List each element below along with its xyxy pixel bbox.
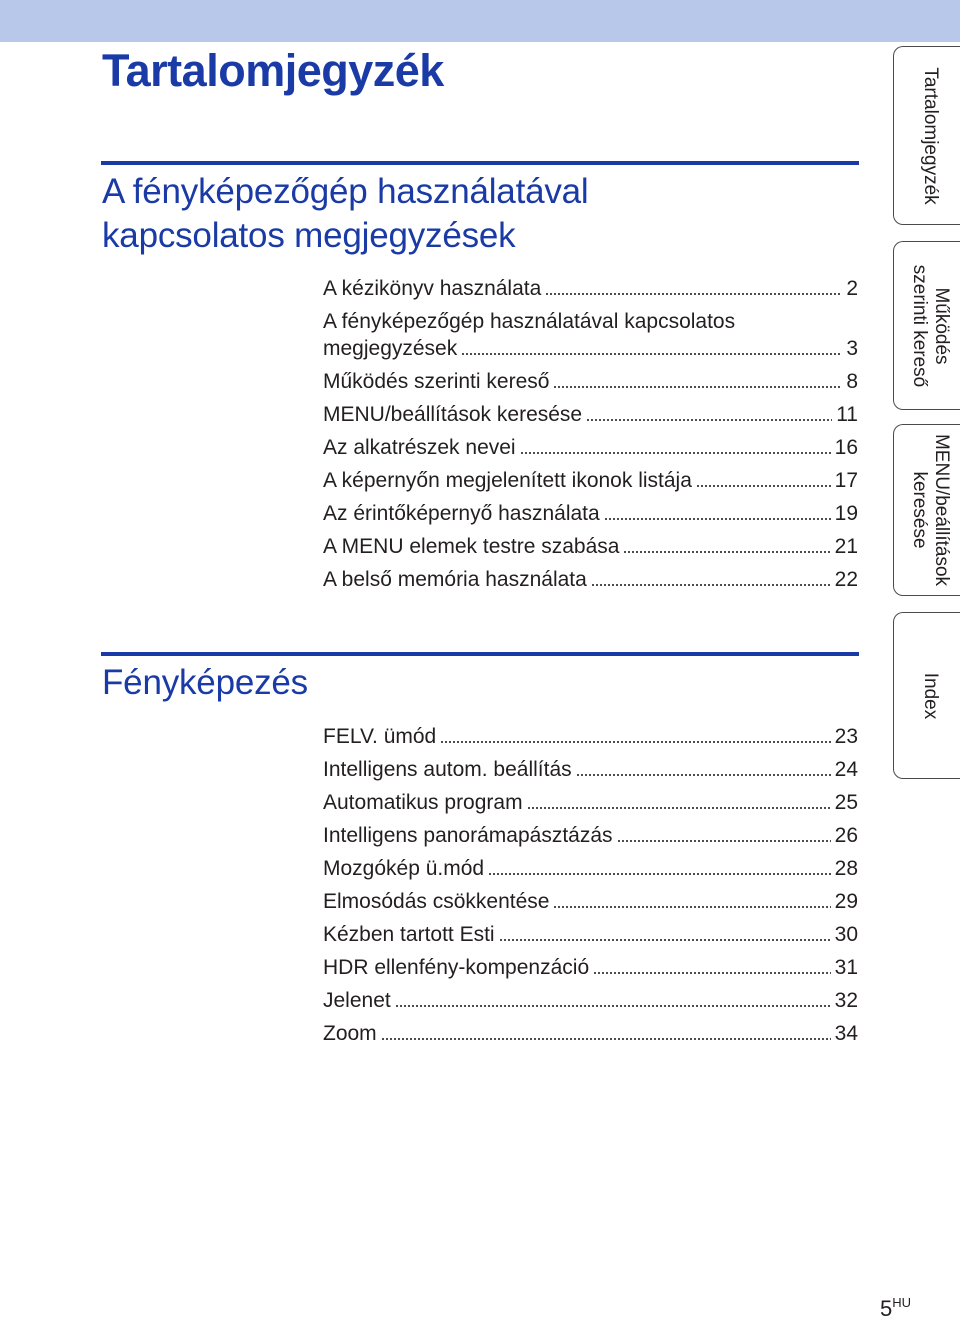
toc-entry-page: 16	[834, 436, 858, 459]
toc-entry[interactable]	[323, 948, 858, 981]
dot-leader	[553, 386, 842, 388]
toc-entry-text: Működés szerinti kereső	[323, 370, 550, 393]
toc-entry[interactable]	[323, 461, 858, 494]
toc-entry[interactable]	[323, 560, 858, 593]
toc-entry-page: 3	[846, 337, 858, 360]
dot-leader	[440, 741, 830, 743]
top-color-band	[0, 0, 960, 42]
dot-leader	[604, 518, 831, 520]
side-tab-label-line: szerinti kereső	[908, 264, 930, 387]
toc-entry[interactable]	[323, 717, 858, 750]
toc-entry-page: 8	[846, 370, 858, 393]
toc-entry-text: Automatikus program	[323, 791, 523, 814]
toc-entry[interactable]	[323, 269, 858, 302]
toc-entry-text: Intelligens autom. beállítás	[323, 758, 572, 781]
language-code: HU	[892, 1295, 912, 1310]
toc-entry-page: 31	[834, 956, 858, 979]
toc-entry[interactable]	[323, 849, 858, 882]
dot-leader	[593, 972, 831, 974]
side-tab-label: Index	[919, 672, 941, 719]
page-number-value: 5	[880, 1296, 893, 1321]
dot-leader	[696, 485, 831, 487]
dot-leader	[553, 906, 830, 908]
toc-entry[interactable]	[323, 362, 858, 395]
toc-entry-page: 26	[834, 824, 858, 847]
toc-entry-page: 25	[834, 791, 858, 814]
dot-leader	[623, 551, 830, 553]
toc-entry-page: 24	[834, 758, 858, 781]
dot-leader	[461, 353, 842, 355]
toc-entry-text: Jelenet	[323, 989, 391, 1012]
dot-leader	[545, 293, 842, 295]
section-title-shooting: Fényképezés	[102, 663, 308, 702]
toc-entry[interactable]	[323, 494, 858, 527]
toc-entry[interactable]	[323, 915, 858, 948]
toc-entry-page: 22	[834, 568, 858, 591]
section-title-line: kapcsolatos megjegyzések	[102, 216, 516, 255]
section-title-line: A fényképezőgép használatával	[102, 172, 589, 211]
toc-entry-text: MENU/beállítások keresése	[323, 403, 583, 426]
dot-leader	[381, 1038, 831, 1040]
toc-entry-text: megjegyzések	[323, 337, 458, 360]
toc-entry[interactable]	[323, 428, 858, 461]
toc-entry[interactable]	[323, 783, 858, 816]
side-tab-label: Tartalomjegyzék	[919, 66, 941, 205]
toc-entry-text: Zoom	[323, 1022, 377, 1045]
side-tab-operation-search[interactable]	[893, 241, 960, 410]
dot-leader	[617, 840, 831, 842]
side-tab-label-line: MENU/beállítások	[930, 433, 952, 587]
side-tab-label-line: keresése	[908, 471, 930, 549]
toc-entry-page: 28	[834, 857, 858, 880]
dot-leader	[576, 774, 831, 776]
dot-leader	[395, 1005, 831, 1007]
toc-entry-text: Elmosódás csökkentése	[323, 890, 550, 913]
side-tab-index[interactable]	[893, 612, 960, 779]
dot-leader	[591, 584, 831, 586]
toc-entry-text: Kézben tartott Esti	[323, 923, 495, 946]
toc-entry[interactable]	[323, 302, 858, 362]
section-divider	[101, 161, 859, 165]
toc-entry[interactable]	[323, 816, 858, 849]
toc-entry-text: A képernyőn megjelenített ikonok listája	[323, 469, 692, 492]
side-tab-contents[interactable]	[893, 46, 960, 225]
dot-leader	[586, 419, 832, 421]
dot-leader	[527, 807, 831, 809]
side-tab-label-line: Működés	[930, 286, 952, 365]
toc-entry-text: A kézikönyv használata	[323, 277, 542, 300]
section-title-camera-notes	[102, 170, 589, 258]
toc-entry-page: 11	[836, 403, 858, 426]
dot-leader	[488, 873, 831, 875]
side-tab-menu-search[interactable]	[893, 424, 960, 596]
toc-entry[interactable]	[323, 527, 858, 560]
toc-entry-page: 19	[834, 502, 858, 525]
toc-entry-page: 17	[834, 469, 858, 492]
toc-entry[interactable]	[323, 750, 858, 783]
toc-entry-page: 32	[834, 989, 858, 1012]
toc-entry-page: 30	[834, 923, 858, 946]
toc-entry[interactable]	[323, 1014, 858, 1047]
toc-entry[interactable]	[323, 395, 858, 428]
section-divider	[101, 652, 859, 656]
toc-list-shooting	[323, 717, 858, 1047]
toc-entry[interactable]	[323, 882, 858, 915]
toc-entry-text: FELV. ümód	[323, 725, 437, 748]
toc-entry-text: Mozgókép ü.mód	[323, 857, 485, 880]
toc-entry-text: A MENU elemek testre szabása	[323, 535, 620, 558]
toc-entry-text: Az érintőképernyő használata	[323, 502, 600, 525]
toc-entry-page: 21	[834, 535, 858, 558]
toc-list-camera-notes	[323, 269, 858, 593]
toc-entry-text: Intelligens panorámapásztázás	[323, 824, 613, 847]
side-tab-label	[908, 434, 952, 586]
side-tab-label	[908, 264, 952, 387]
toc-entry-text: Az alkatrészek nevei	[323, 436, 516, 459]
page-title: Tartalomjegyzék	[102, 45, 444, 96]
toc-entry-text-line1: A fényképezőgép használatával kapcsolatos	[323, 310, 736, 333]
toc-entry-page: 23	[834, 725, 858, 748]
page-number	[880, 1296, 911, 1322]
toc-entry-page: 34	[834, 1022, 858, 1045]
toc-entry[interactable]	[323, 981, 858, 1014]
toc-entry-text: HDR ellenfény-kompenzáció	[323, 956, 590, 979]
toc-entry-page: 2	[846, 277, 858, 300]
dot-leader	[520, 452, 831, 454]
toc-entry-text: A belső memória használata	[323, 568, 587, 591]
dot-leader	[499, 939, 831, 941]
toc-entry-page: 29	[834, 890, 858, 913]
